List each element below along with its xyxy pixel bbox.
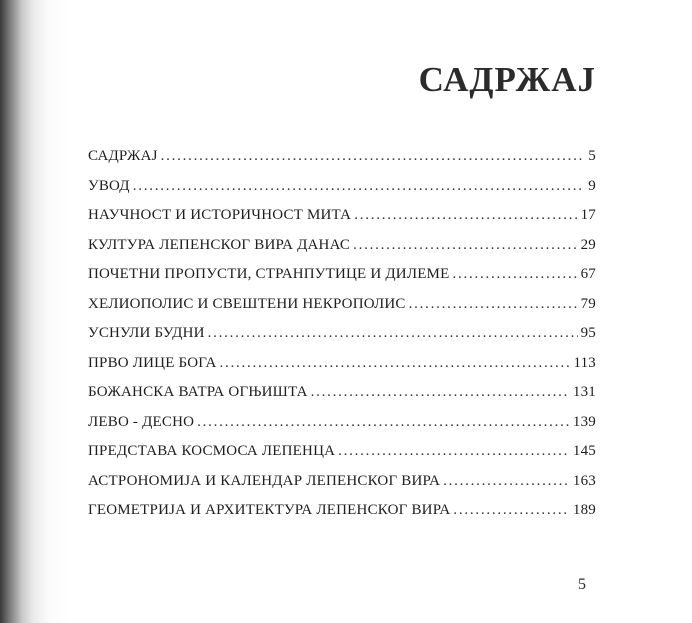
- toc-entry-page: 17: [580, 207, 596, 223]
- toc-entry-title: ПОЧЕТНИ ПРОПУСТИ, СТРАНПУТИЦЕ И ДИЛЕМЕ: [88, 266, 450, 282]
- toc-dot-leader: [220, 355, 571, 372]
- toc-entry: [88, 355, 596, 385]
- toc-entry-title: ГЕОМЕТРИЈА И АРХИТЕКТУРА ЛЕПЕНСКОГ ВИРА: [88, 502, 451, 518]
- toc-entry-page: 29: [580, 236, 596, 253]
- toc-entry-page: 163: [572, 472, 596, 489]
- toc-dot-leader: [161, 148, 583, 165]
- toc-entry-page: 95: [580, 325, 596, 341]
- toc-entry-page: 189: [572, 502, 596, 518]
- toc-entry-page: 67: [580, 266, 596, 282]
- toc-entry-title: ЛЕВО - ДЕСНО: [88, 413, 195, 430]
- toc-entry: [88, 207, 596, 237]
- toc-entry-title: ПРВО ЛИЦЕ БОГА: [88, 354, 217, 371]
- toc-entry: [88, 148, 596, 178]
- toc-dot-leader: [311, 384, 570, 401]
- toc-entry: [88, 502, 596, 532]
- toc-entry: [88, 473, 596, 503]
- toc-entry-title: САДРЖАЈ: [88, 148, 158, 164]
- page-title: САДРЖАЈ: [418, 60, 596, 99]
- toc-entry: [88, 384, 596, 414]
- toc-dot-leader: [197, 414, 570, 431]
- toc-dot-leader: [353, 237, 578, 254]
- page-number: 5: [578, 576, 586, 593]
- toc-entry-title: КУЛТУРА ЛЕПЕНСКОГ ВИРА ДАНАС: [88, 236, 351, 253]
- toc-dot-leader: [453, 502, 570, 519]
- toc-entry: [88, 414, 596, 444]
- toc-entry-page: 5: [588, 148, 596, 164]
- toc-entry-title: АСТРОНОМИЈА И КАЛЕНДАР ЛЕПЕНСКОГ ВИРА: [88, 472, 441, 489]
- toc-entry-page: 9: [588, 177, 596, 194]
- toc-entry-title: УСНУЛИ БУДНИ: [88, 325, 205, 341]
- toc-entry-title: НАУЧНОСТ И ИСТОРИЧНОСТ МИТА: [88, 207, 352, 223]
- toc-dot-leader: [338, 443, 570, 460]
- toc-dot-leader: [409, 296, 578, 313]
- toc-dot-leader: [452, 266, 577, 283]
- toc-entry-page: 79: [580, 295, 596, 312]
- toc-entry-page: 131: [572, 384, 596, 400]
- toc-entry-title: ХЕЛИОПОЛИС И СВЕШТЕНИ НЕКРОПОЛИС: [88, 295, 406, 312]
- toc-entry-title: БОЖАНСКА ВАТРА ОГЊИШТА: [88, 384, 308, 400]
- toc-entry: [88, 266, 596, 296]
- toc-dot-leader: [133, 178, 583, 195]
- toc-entry: [88, 237, 596, 267]
- toc-entry: [88, 178, 596, 208]
- table-of-contents: [88, 148, 596, 532]
- toc-entry-page: 145: [572, 443, 596, 459]
- toc-entry-page: 139: [572, 413, 596, 430]
- toc-entry: [88, 325, 596, 355]
- toc-dot-leader: [354, 207, 577, 224]
- toc-entry-title: ПРЕДСТАВА КОСМОСА ЛЕПЕНЦА: [88, 443, 336, 459]
- toc-dot-leader: [443, 473, 570, 490]
- toc-entry-title: УВОД: [88, 177, 130, 194]
- toc-entry: [88, 296, 596, 326]
- toc-entry-page: 113: [573, 354, 596, 371]
- toc-dot-leader: [208, 325, 578, 342]
- toc-entry: [88, 443, 596, 473]
